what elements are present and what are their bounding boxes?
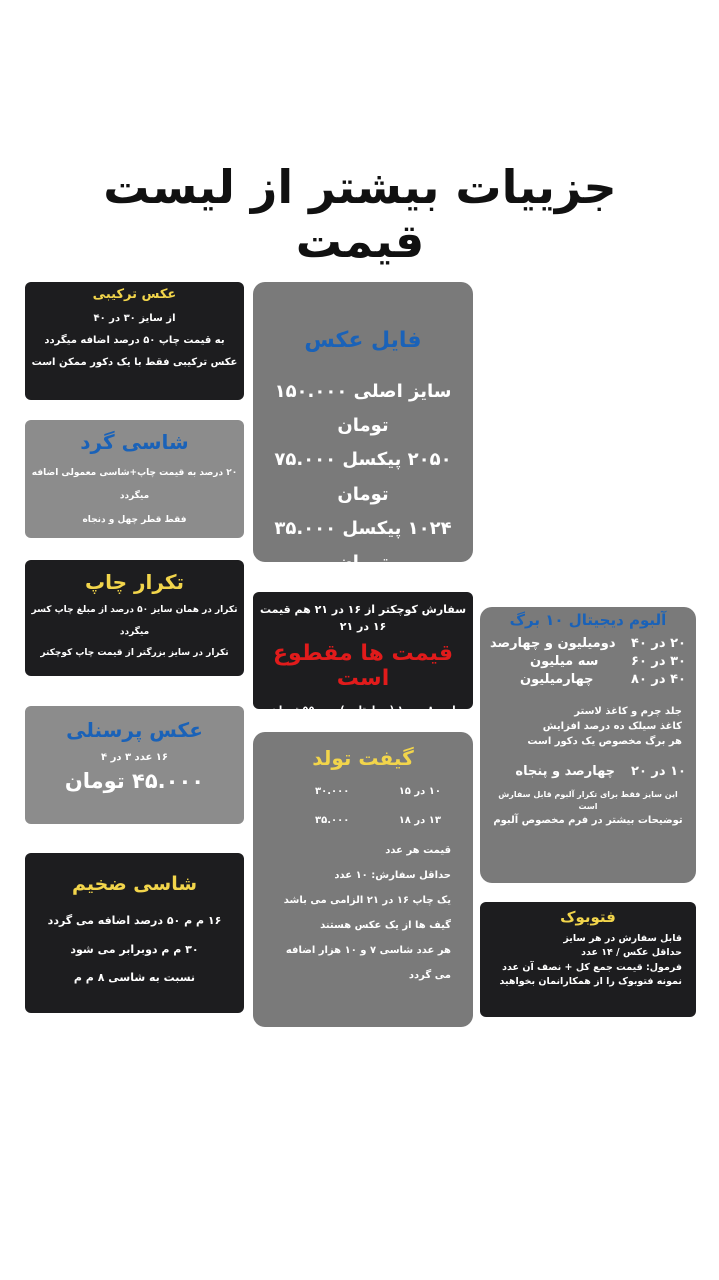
card-line: هر برگ مخصوص یک دکور است	[527, 735, 682, 747]
card-line: از سایز ۳۰ در ۴۰	[93, 313, 176, 324]
card-line: قابل سفارش در هر سایز	[563, 933, 682, 944]
size-text: ۱۰ در ۱۵	[398, 786, 441, 797]
price-row	[490, 671, 686, 689]
reprint-card	[25, 560, 244, 676]
size-text: ۴۰ در ۸۰	[631, 672, 686, 688]
card-title: عکس پرسنلی	[66, 718, 203, 742]
card-note: توضیحات بیشتر در فرم مخصوص آلبوم	[493, 814, 683, 826]
card-title: شاسی گرد	[80, 430, 189, 454]
card-line: کاغذ سیلک ده درصد افزایش	[542, 720, 682, 732]
card-headline: قیمت ها مقطوع است	[273, 641, 453, 691]
card-title: عکس ترکیبی	[92, 287, 177, 302]
price-row	[490, 763, 686, 781]
card-line: نسبت به شاسی ۸ م م	[73, 971, 196, 985]
price-text: ۳۵.۰۰۰	[315, 815, 350, 826]
card-line: فرمول: قیمت جمع کل + نصف آن عدد	[502, 961, 682, 973]
card-line: عکس ترکیبی فقط با یک دکور ممکن است	[31, 357, 238, 368]
card-line: جلد چرم و کاغذ لاستر	[574, 705, 682, 717]
card-note: این سایز فقط برای تکرار آلبوم قابل سفارش است	[498, 789, 678, 811]
card-line: حداقل عکس / ۱۴ عدد	[581, 947, 682, 959]
price-text: ۲۰۵۰ پیکسل ۷۵.۰۰۰ تومان	[274, 449, 452, 505]
price-row	[275, 813, 451, 828]
price-text: چهارمیلیون	[520, 672, 594, 688]
card-line: سفارش کوچکتر از ۱۶ در ۲۱ هم قیمت ۱۶ در ۲۱	[259, 603, 467, 633]
card-line: ۲۰ درصد به قیمت چاپ+شاسی معمولی اضافه میگردد	[31, 468, 238, 502]
card-line: یک چاپ ۱۶ در ۲۱ الزامی می باشد	[283, 895, 451, 906]
card-line: تکرار در همان سایز ۵۰ درصد از مبلغ چاپ کسر میگردد	[31, 605, 238, 637]
size-text: ۲۰ در ۴۰	[631, 636, 686, 651]
price-text: چهارصد و پنجاه	[515, 763, 616, 779]
price-text: ۱۰۲۴ پیکسل ۳۵.۰۰۰ تومان	[274, 517, 452, 573]
birthday-gift-card	[253, 732, 473, 1027]
card-line: لیت ۸ در ۱۰ (چهارتایی) ۵۵.۰۰۰ تومان	[270, 705, 456, 716]
card-title: تکرار چاپ	[85, 570, 184, 594]
price-text: دومیلیون و چهارصد	[490, 636, 616, 651]
size-text: ۱۰ در ۲۰	[631, 763, 686, 779]
card-title: آلبوم دیجیتال ۱۰ برگ	[509, 611, 667, 629]
card-line: حداقل سفارش: ۱۰ عدد	[334, 870, 451, 881]
price-row	[275, 784, 451, 799]
card-title: گیفت تولد	[312, 746, 414, 770]
card-line: گیف ها از یک عکس هستند	[320, 920, 451, 931]
card-line: تکرار در سایز بزرگتر از قیمت چاپ کوچکتر	[40, 648, 229, 659]
page-title: جزییات بیشتر از لیست قیمت	[103, 160, 617, 268]
small-order-card	[253, 592, 473, 716]
card-title: شاسی ضخیم	[71, 873, 198, 895]
price-text: سایز اصلی ۱۵۰.۰۰۰ تومان	[274, 381, 452, 437]
card-line: فقط قطر چهل و دنجاه	[82, 514, 187, 525]
round-chassis-card	[25, 420, 244, 538]
size-text: ۳۰ در ۶۰	[631, 654, 686, 670]
price-text: ۳۰.۰۰۰	[315, 786, 350, 797]
price-text: ۴۵.۰۰۰ تومان	[64, 769, 205, 793]
size-text: ۱۳ در ۱۸	[398, 815, 441, 826]
combo-photo-card	[25, 282, 244, 400]
card-line: ۱۶ م م ۵۰ درصد اضافه می گردد	[47, 914, 222, 927]
photo-file-card	[253, 282, 473, 573]
card-title: فتوبوک	[560, 908, 616, 926]
photobook-card	[480, 902, 696, 1017]
thick-chassis-card	[25, 853, 244, 1013]
card-line: ۱۶ عدد ۳ در ۴	[101, 752, 168, 763]
price-text: سه میلیون	[530, 654, 599, 670]
card-line: هر عدد شاسی ۷ و ۱۰ هزار اضافه می گردد	[285, 945, 451, 981]
digital-album-card	[480, 607, 696, 883]
card-title: فایل عکس	[304, 328, 422, 353]
price-row	[490, 635, 686, 653]
card-line: نمونه فتوبوک را از همکارانمان بخواهید	[499, 975, 682, 987]
card-line: به قیمت چاپ ۵۰ درصد اضافه میگردد	[44, 335, 225, 346]
card-line: قیمت هر عدد	[385, 845, 451, 856]
price-row	[490, 653, 686, 671]
personnel-photo-card	[25, 706, 244, 824]
card-line: ۳۰ م م دوبرابر می شود	[70, 942, 199, 956]
